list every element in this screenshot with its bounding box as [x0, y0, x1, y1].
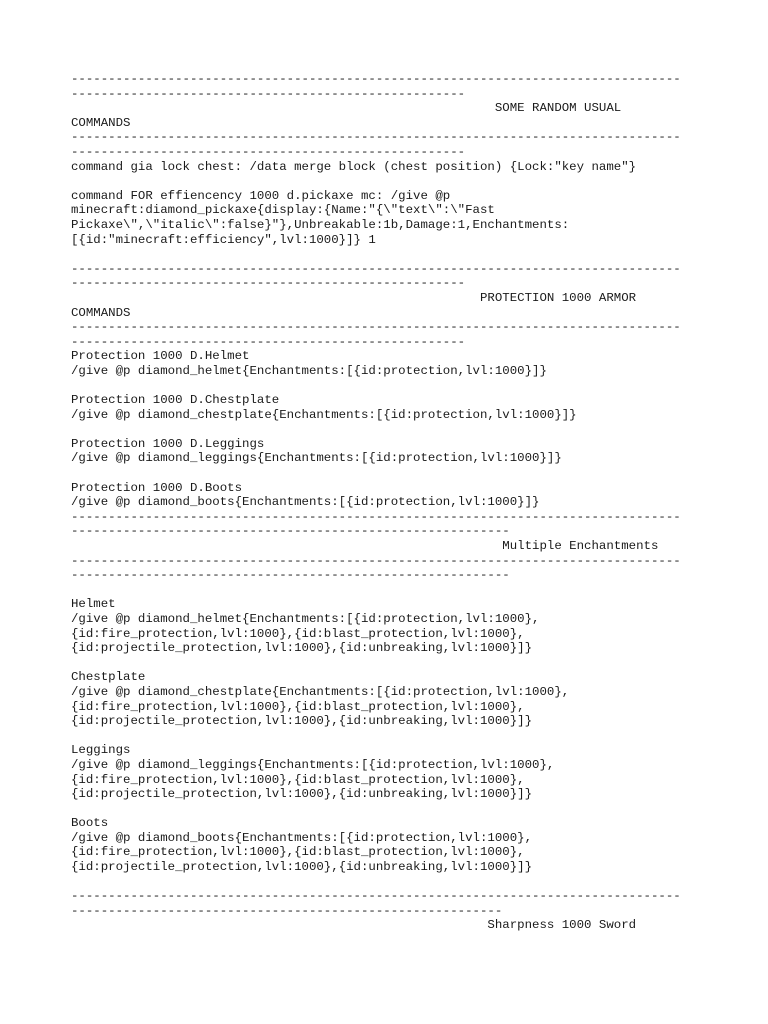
command-line: Pickaxe\",\"italic\":false}"},Unbreakable:1b,Damage:1,Enchantments:	[71, 217, 570, 232]
item-title: Leggings	[71, 743, 131, 758]
command-line: /give @p diamond_chestplate{Enchantments:[{id:protection,lvl:1000}]}	[71, 407, 577, 422]
separator-line: -----------------------------------------------------	[71, 144, 466, 159]
item-title: Protection 1000 D.Leggings	[71, 436, 265, 451]
command-line: {id:projectile_protection,lvl:1000},{id:unbreaking,lvl:1000}]}	[71, 714, 533, 729]
command-line: command gia lock chest: /data merge block (chest position) {Lock:"key name"}	[71, 159, 637, 174]
item-title: Helmet	[71, 597, 116, 612]
command-line: /give @p diamond_boots{Enchantments:[{id:protection,lvl:1000}]}	[71, 495, 540, 510]
separator-line: ----------------------------------------------------------------------------------	[71, 889, 681, 904]
command-line: [{id:"minecraft:efficiency",lvl:1000}]} 1	[71, 232, 376, 247]
separator-line: -----------------------------------------------------------	[71, 524, 510, 539]
item-title: Protection 1000 D.Boots	[71, 480, 243, 495]
separator-line: -----------------------------------------------------------	[71, 568, 510, 583]
section-heading: Sharpness 1000 Sword	[71, 918, 637, 933]
blank-line	[71, 656, 701, 671]
command-line: {id:projectile_protection,lvl:1000},{id:unbreaking,lvl:1000}]}	[71, 787, 533, 802]
separator-line: -----------------------------------------------------	[71, 276, 466, 291]
separator-line: ----------------------------------------------------------------------------------	[71, 261, 681, 276]
command-line: /give @p diamond_chestplate{Enchantments:[{id:protection,lvl:1000},	[71, 684, 570, 699]
document-page	[71, 72, 701, 933]
separator-line: ----------------------------------------------------------------------------------	[71, 72, 681, 86]
command-line: {id:fire_protection,lvl:1000},{id:blast_protection,lvl:1000},	[71, 699, 525, 714]
command-line: {id:projectile_protection,lvl:1000},{id:unbreaking,lvl:1000}]}	[71, 641, 533, 656]
separator-line: ----------------------------------------------------------------------------------	[71, 509, 681, 524]
command-line: minecraft:diamond_pickaxe{display:{Name:"{\"text\":\"Fast	[71, 203, 495, 218]
command-line: /give @p diamond_leggings{Enchantments:[{id:protection,lvl:1000}]}	[71, 451, 562, 466]
blank-line	[71, 466, 701, 481]
command-line: {id:fire_protection,lvl:1000},{id:blast_protection,lvl:1000},	[71, 626, 525, 641]
item-title: Boots	[71, 816, 109, 831]
separator-line: ----------------------------------------------------------------------------------	[71, 553, 681, 568]
separator-line: -----------------------------------------------------	[71, 86, 466, 101]
command-line: {id:fire_protection,lvl:1000},{id:blast_protection,lvl:1000},	[71, 845, 525, 860]
separator-line: -----------------------------------------------------	[71, 334, 466, 349]
blank-line	[71, 875, 701, 890]
command-line: /give @p diamond_leggings{Enchantments:[{id:protection,lvl:1000},	[71, 757, 555, 772]
section-heading: PROTECTION 1000 ARMOR	[71, 290, 637, 305]
command-line: /give @p diamond_helmet{Enchantments:[{id:protection,lvl:1000}]}	[71, 363, 547, 378]
item-title: Protection 1000 D.Helmet	[71, 349, 250, 364]
blank-line	[71, 174, 701, 189]
command-line: /give @p diamond_helmet{Enchantments:[{id:protection,lvl:1000},	[71, 611, 540, 626]
separator-line: ----------------------------------------------------------------------------------	[71, 320, 681, 335]
section-heading: COMMANDS	[71, 305, 131, 320]
section-heading: SOME RANDOM USUAL	[71, 101, 622, 116]
blank-line	[71, 802, 701, 817]
blank-line	[71, 583, 701, 598]
item-title: Chestplate	[71, 670, 146, 685]
blank-line	[71, 422, 701, 437]
command-line: command FOR effiencency 1000 d.pickaxe mc: /give @p	[71, 188, 451, 203]
section-heading: Multiple Enchantments	[71, 539, 659, 553]
command-line: /give @p diamond_boots{Enchantments:[{id:protection,lvl:1000},	[71, 830, 533, 845]
separator-line: ----------------------------------------------------------	[71, 903, 503, 918]
item-title: Protection 1000 D.Chestplate	[71, 393, 280, 408]
command-line: {id:fire_protection,lvl:1000},{id:blast_protection,lvl:1000},	[71, 772, 525, 787]
section-heading: COMMANDS	[71, 115, 131, 130]
command-line: {id:projectile_protection,lvl:1000},{id:unbreaking,lvl:1000}]}	[71, 860, 533, 875]
blank-line	[71, 729, 701, 744]
blank-line	[71, 247, 701, 262]
blank-line	[71, 378, 701, 393]
separator-line: ----------------------------------------------------------------------------------	[71, 130, 681, 145]
